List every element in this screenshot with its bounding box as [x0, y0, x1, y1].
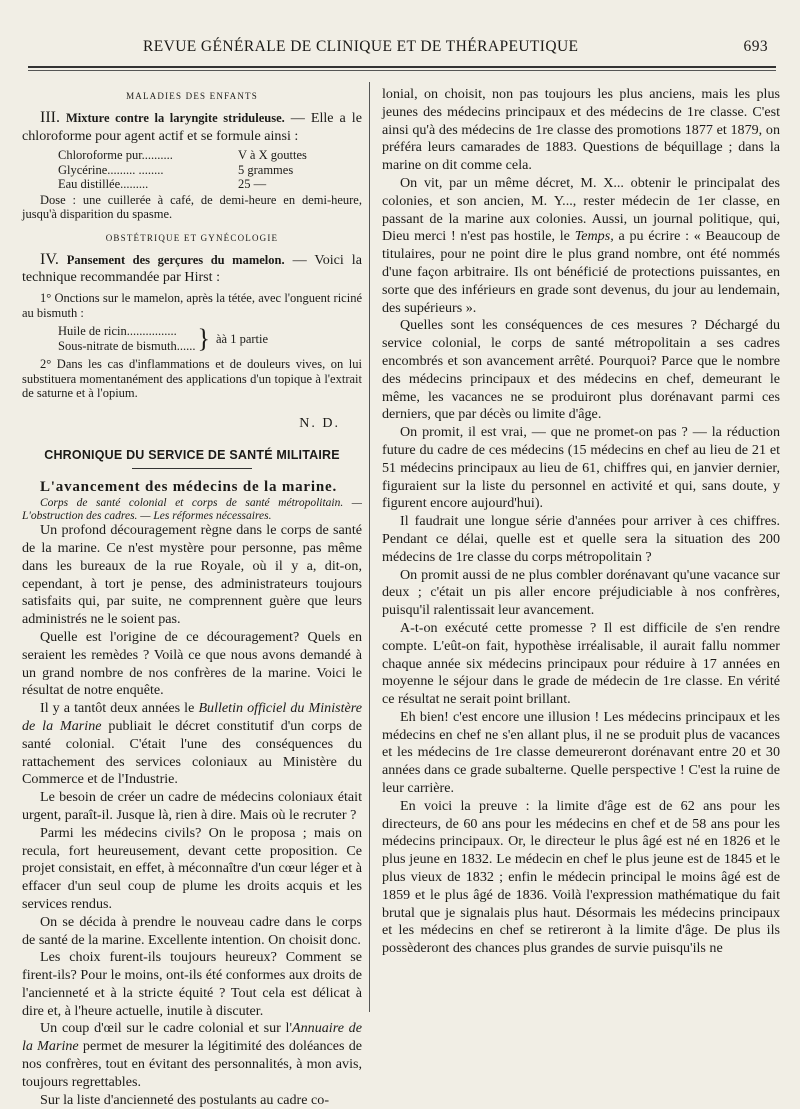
column-divider: [369, 82, 370, 1012]
recipe-line: Glycérine......... ........ 5 grammes: [58, 162, 294, 177]
item-3-text: — Elle a le chloroforme pour agent actif et se formule ainsi :: [22, 109, 362, 144]
paragraph: Le besoin de créer un cadre de médecins coloniaux était urgent, paraît-il. Jusque là, rien à dire. Mais où le recruter ?: [22, 789, 362, 823]
item-3-number: III.: [40, 108, 60, 126]
paragraph: Un profond découragement règne dans le corps de santé de la marine. Ce n'est mystère pour personne, pas même dans les bureaux de la rue Royale, où il y a, dit-on, cependant, à tort je pense, des administrateurs toujours satisfaits qui, par suite, ne comprennent guère que leurs administrés ne le soient pas.: [22, 522, 362, 628]
author-signature: N. D.: [299, 415, 340, 431]
item-4-title: Pansement des gerçures du mamelon.: [66, 252, 285, 267]
right-column: [382, 86, 780, 958]
paragraph: lonial, on choisit, non pas toujours les plus anciens, mais les plus jeunes des médecins principaux et des médecins de 1re classe. C'est ainsi qu'à des médecins de 1re classe des promotions 1877 et 1879, on préféra leurs camarades de 1883. Questions de béquillage ; dans la marine on dit comme cela.: [382, 86, 780, 174]
paragraph: Quelles sont les conséquences de ces mesures ? Déchargé du service colonial, le corps de santé métropolitain a ses cadres encombrés et son avancement arrêté. Pourquoi? Parce que le nombre des médecins principaux et des médecins en chef, demeurant le même, les vacances ne se produiront plus dorénavant parmi ces derniers, que par décès ou limite d'âge.: [382, 317, 780, 423]
annuaire-title: Annuaire de la Marine: [22, 1020, 362, 1055]
running-header: [28, 38, 776, 60]
left-column: [22, 86, 362, 1109]
recipe-bismuth: [58, 324, 362, 353]
paragraph: Il faudrait une longue série d'années pour arriver à ces chiffres. Pendant ce délai, quelle est et quelle sera la situation des 200 médecins de 1re classe du corps métropolitain ?: [382, 513, 780, 565]
paragraph: Les choix furent-ils toujours heureux? Comment se firent-ils? Pour le moins, ont-ils été conformes aux droits de l'ancienneté et à la stricte équité ? Tout cela est délicat à dire et, à l'heure actuelle, inutile à discuter.: [22, 949, 362, 1019]
paragraph: En voici la preuve : la limite d'âge est de 62 ans pour les directeurs, de 60 ans pour les médecins en chef et de 58 ans pour les médecins principaux. Or, le directeur le plus âgé est né en 1826 et le plus jeune en 1832. Le médecin en chef le plus jeune est de 1845 et le plus vieux de 1832 ; enfin le médecin principal le moins âgé est de 1859 et le plus âgé de 1836. Voilà l'expression mathématique du fait brutal que je signalais plus haut. Désormais les médecins principaux et les médecins en chef se retireront à la limite d'âge. De plus ils possèderont des chances plus grandes de survie puisqu'ils ne: [382, 797, 780, 957]
brace-glyph: }: [197, 323, 210, 353]
paragraph: On promit aussi de ne plus combler dorénavant qu'une vacance sur deux ; c'était un pis aller encore préjudiciable à nos confrères, puisqu'il ralentissait leur avancement.: [382, 566, 780, 619]
step-1: 1° Onctions sur le mamelon, après la tétée, avec l'onguent riciné au bismuth :: [22, 291, 362, 320]
recipe-line: Chloroforme pur.......... V à X gouttes: [58, 148, 307, 163]
paragraph: Eh bien! c'est encore une illusion ! Les médecins principaux et les médecins en chef ne s'en allant plus, il ne se produit plus de vacances et les médecins de 1re classe demeureront dorénavant entre 20 et 30 années dans ce grade subalterne. Quelle perspective ! C'est la ruine de leur carrière.: [382, 708, 780, 797]
header-rule: [28, 66, 776, 68]
paragraph: Quelle est l'origine de ce découragement? Quels en seraient les remèdes ? Voilà ce que nous avons demandé à un grand nombre de nos confrères de la marine. Voici le résultat de notre enquête.: [22, 628, 362, 699]
header-rule-thin: [28, 70, 776, 71]
section-heading-maladies: MALADIES DES ENFANTS: [126, 91, 258, 101]
journal-title: REVUE GÉNÉRALE DE CLINIQUE ET DE THÉRAPEUTIQUE: [143, 38, 579, 55]
paragraph-temps: On vit, par un même décret, M. X... obtenir le principalat des colonies, et son ancien, M. Y..., rester médecin de 1er classe, en passant de la marine aux colonies. Aussi, un journal politique, qui, Dieu merci ! n'est pas hostile, le Temps, a pu écrire : « Beaucoup de titulaires, pour ne point dire le plus grand nombre, ont été nommés d'une façon arbitraire. Ils ont bénéficié de protections puissantes, en sorte que des inférieurs en grade sont devenus, du jour au lendemain, des supérieurs ».: [382, 174, 780, 316]
paragraph: On se décida à prendre le nouveau cadre dans le corps de santé de la marine. Excellente intention. On choisit donc.: [22, 913, 362, 948]
paragraph: Parmi les médecins civils? On le proposa ; mais on recula, fort heureusement, devant cette proposition. Ce projet consistait, en effet, à méconnaître d'un cœur léger et à effacer d'un seul coup de plume les droits acquis et les services rendus.: [22, 824, 362, 912]
step-2: 2° Dans les cas d'inflammations et de douleurs vives, on lui substituera momentanément des applications d'un topique à l'extrait de saturne et à l'opium.: [22, 357, 362, 401]
recipe-laryngite: [58, 148, 362, 192]
section-heading-obstetrique: OBSTÉTRIQUE ET GYNÉCOLOGIE: [105, 232, 279, 243]
paragraph: A-t-on exécuté cette promesse ? Il est difficile de s'en rendre compte. L'eût-on fait, hypothèse irréalisable, il aurait fallu nommer chaque année six médecins principaux pour réduire à 17 années en moyenne le séjour dans le grade de médecin de 1re classe. En vérité ce résultat ne serait point brillant.: [382, 619, 780, 708]
paragraph-annuaire: Un coup d'œil sur le cadre colonial et sur l'Annuaire de la Marine permet de mesurer la légitimité des doléances de nos confrères, tout en évitant des personnalités, à mon avis, toujours regrettables.: [22, 1020, 363, 1090]
paragraph-bulletin: Il y a tantôt deux années le Bulletin officiel du Ministère de la Marine publiait le décret constitutif d'un corps de santé colonial. C'était l'une des conséquences du rattachement des services coloniaux au Ministère du Commerce et de l'Industrie.: [22, 700, 362, 788]
bulletin-title: Bulletin officiel du Ministère de la Marine: [22, 700, 362, 734]
article-title: L'avancement des médecins de la marine.: [40, 479, 338, 496]
item-4: [22, 251, 362, 288]
chronicle-title: CHRONIQUE DU SERVICE DE SANTÉ MILITAIRE: [44, 447, 340, 462]
article-subtitle: Corps de santé colonial et corps de santé métropolitain. — L'obstruction des cadres. — Les réformes nécessaires.: [22, 497, 362, 522]
item-4-number: IV.: [40, 250, 59, 268]
dose-instructions: Dose : une cuillerée à café, de demi-heure en demi-heure, jusqu'à disparition du spasme.: [22, 192, 362, 222]
item-3-title: Mixture contre la laryngite striduleuse.: [65, 110, 285, 125]
item-4-text: — Voici la technique recommandée par Hirst :: [22, 251, 362, 286]
item-3: [22, 109, 362, 146]
paragraph: Sur la liste d'ancienneté des postulants au cadre co-: [40, 1091, 330, 1108]
page-number: 693: [743, 38, 768, 55]
chronicle-rule: [132, 468, 252, 469]
temps-title: Temps,: [574, 228, 614, 245]
recipe-bismuth-items: Huile de ricin................ Sous-nitrate de bismuth......: [58, 324, 196, 353]
recipe-line: Eau distillée......... 25 —: [58, 177, 267, 192]
paragraph: On promit, il est vrai, — que ne promet-on pas ? — la réduction future du cadre de ces médecins (15 médecins en chef au lieu de 21 et 51 médecins principaux au lieu de 61, chiffres qui, en janvier dernier, figuraient sur la liste du personnel en activité et qui, sans doute, y figurent encore aujourd'hui).: [382, 424, 780, 512]
recipe-bismuth-dose: àà 1 partie: [215, 331, 269, 346]
